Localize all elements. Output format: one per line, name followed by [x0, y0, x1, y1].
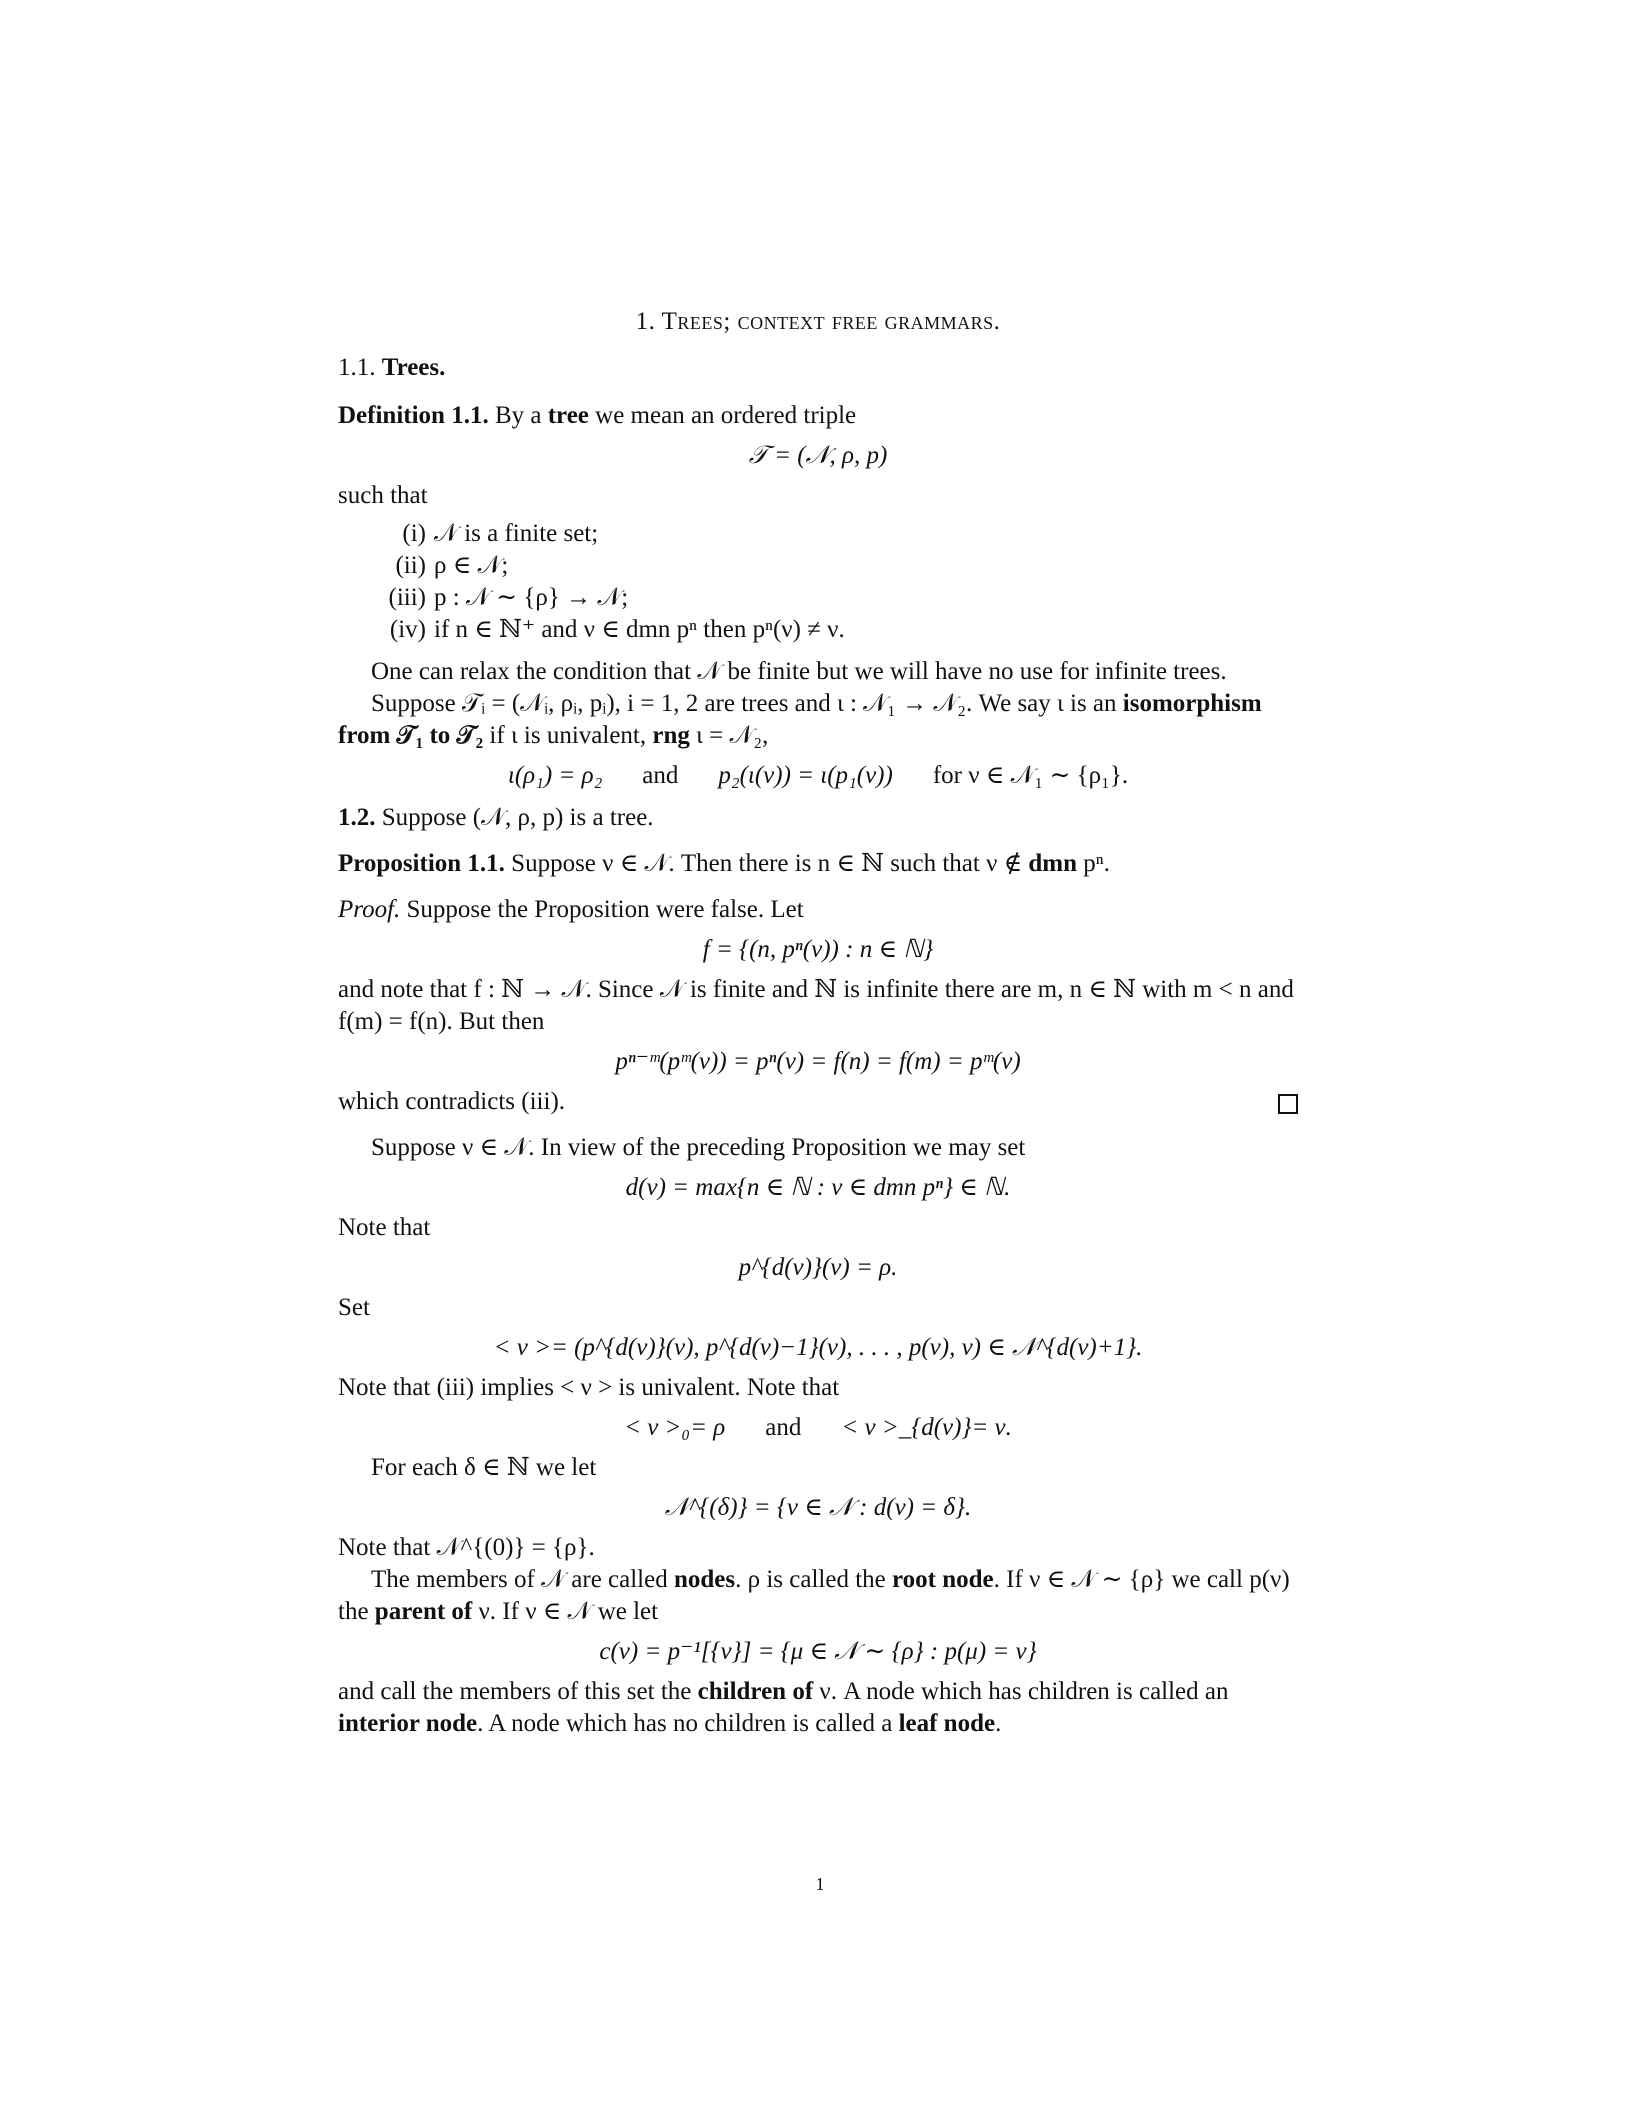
section-title: 1. Trees; context free grammars. [635, 308, 1001, 335]
condition-item [338, 518, 1298, 550]
proposition-tail: pⁿ. [1083, 850, 1110, 877]
proposition [338, 848, 1298, 880]
proof-text-2: and note that f : ℕ → 𝒩. Since 𝒩 is finite and ℕ is infinite there are m, n ∈ ℕ with m < n and f(m) = f(n). But then [338, 976, 1294, 1035]
definition-term: tree [547, 402, 589, 429]
subsection-title: Trees. [381, 354, 446, 381]
children-paragraph [338, 1676, 1298, 1740]
proof-formula-2: pⁿ⁻ᵐ(pᵐ(ν)) = pⁿ(ν) = f(n) = f(m) = pᵐ(ν) [615, 1048, 1021, 1075]
children-text-c: . A node which has no children is called a [477, 1710, 893, 1737]
iso-formula-left: ι(ρ₁) = ρ₂ [507, 762, 603, 789]
parent-term: parent of [374, 1598, 473, 1625]
children-term: children of [697, 1678, 814, 1705]
page-number: 1 [815, 1874, 825, 1894]
univalent-formula [338, 1412, 1298, 1444]
note-that-2: Note that 𝒩^{(0)} = {ρ}. [338, 1534, 595, 1561]
definition-conditions [338, 518, 1298, 646]
depth-paragraph: Suppose ν ∈ 𝒩. In view of the preceding Proposition we may set [371, 1134, 1026, 1161]
proof-end [338, 1086, 1298, 1118]
leaf-node-term: leaf node [898, 1710, 996, 1737]
univalent-formula-left: < ν >₀= ρ [624, 1414, 726, 1441]
proof-label: Proof. [338, 896, 401, 923]
nodes-text-b: . ρ is called the [735, 1566, 886, 1593]
note-formula-1: p^{d(ν)}(ν) = ρ. [738, 1254, 898, 1281]
dmn-operator: dmn [1028, 850, 1078, 877]
such-that: such that [338, 482, 428, 509]
nodes-text-a: The members of 𝒩 are called [371, 1566, 668, 1593]
univalent-formula-right: < ν >_{d(ν)}= ν. [841, 1414, 1012, 1441]
proposition-text: Suppose ν ∈ 𝒩. Then there is n ∈ ℕ such that ν ∉ [511, 850, 1023, 877]
iso-text-b: if ι is univalent, [489, 722, 647, 749]
proof [338, 894, 1298, 926]
set-label: Set [338, 1294, 370, 1321]
condition-item [338, 582, 1298, 614]
definition-rest: we mean an ordered triple [595, 402, 857, 429]
nodes-text-d: ν. If ν ∈ 𝒩 we let [478, 1598, 659, 1625]
paragraph-1-2-text: Suppose (𝒩, ρ, p) is a tree. [381, 804, 654, 831]
isomorphism-paragraph [338, 688, 1298, 752]
isomorphism-term: isomorphism from 𝒯₁ to 𝒯₂ [338, 690, 1262, 749]
nodes-paragraph [338, 1564, 1298, 1628]
proof-text: Suppose the Proposition were false. Let [406, 896, 804, 923]
condition-label: (iii) [388, 584, 426, 611]
proof-text-3: which contradicts (iii). [338, 1088, 566, 1115]
iso-formula-and: and [642, 762, 679, 789]
condition-text: ρ ∈ 𝒩; [434, 552, 509, 579]
iso-text-a: Suppose 𝒯ᵢ = (𝒩ᵢ, ρᵢ, pᵢ), i = 1, 2 are trees and ι : 𝒩₁ → 𝒩₂. We say ι is an [371, 690, 1117, 717]
definition-lead: By a [494, 402, 542, 429]
condition-item [338, 550, 1298, 582]
note-that-1: Note that [338, 1214, 431, 1241]
condition-text: if n ∈ ℕ⁺ and ν ∈ dmn pⁿ then pⁿ(ν) ≠ ν. [434, 616, 845, 643]
qed-square-icon [1278, 1094, 1298, 1114]
iso-formula-mid: p₂(ι(ν)) = ι(p₁(ν)) [718, 762, 893, 789]
condition-text: p : 𝒩 ∼ {ρ} → 𝒩; [434, 584, 629, 611]
document-body [338, 306, 1298, 1740]
definition-label: Definition 1.1. [338, 402, 489, 429]
root-node-term: root node [892, 1566, 994, 1593]
nodes-term: nodes [673, 1566, 736, 1593]
rng-operator: rng [652, 722, 690, 749]
proposition-label: Proposition 1.1. [338, 850, 505, 877]
relax-paragraph: One can relax the condition that 𝒩 be finite but we will have no use for infinite trees. [371, 658, 1227, 685]
nodes-text-c: . If ν ∈ 𝒩 ∼ {ρ} we call p(ν) the [338, 1566, 1290, 1625]
children-text-d: . [995, 1710, 1002, 1737]
iso-formula-right: for ν ∈ 𝒩₁ ∼ {ρ₁}. [932, 762, 1129, 789]
condition-label: (iv) [389, 616, 426, 643]
univalent-paragraph: Note that (iii) implies < ν > is univalent. Note that [338, 1374, 840, 1401]
proof-formula-1: f = {(n, pⁿ(ν)) : n ∈ ℕ} [702, 936, 934, 963]
univalent-formula-and: and [765, 1414, 802, 1441]
foreach-formula: 𝒩^{(δ)} = {ν ∈ 𝒩 : d(ν) = δ}. [664, 1494, 972, 1521]
children-text-b: ν. A node which has children is called an [819, 1678, 1229, 1705]
children-formula: c(ν) = p⁻¹[{ν}] = {μ ∈ 𝒩 ∼ {ρ} : p(μ) = ν} [599, 1638, 1037, 1665]
set-formula: < ν >= (p^{d(ν)}(ν), p^{d(ν)−1}(ν), . . . , p(ν), ν) ∈ 𝒩^{d(ν)+1}. [493, 1334, 1143, 1361]
paragraph-1-2 [338, 802, 1298, 834]
subsection-heading [338, 352, 1298, 384]
iso-text-c: ι = 𝒩₂, [696, 722, 769, 749]
condition-label: (i) [402, 520, 426, 547]
foreach-paragraph: For each δ ∈ ℕ we let [371, 1454, 597, 1481]
definition [338, 400, 1298, 432]
interior-node-term: interior node [338, 1710, 478, 1737]
paragraph-1-2-label: 1.2. [338, 804, 376, 831]
subsection-number: 1.1. [338, 354, 376, 381]
condition-label: (ii) [395, 552, 426, 579]
condition-text: 𝒩 is a finite set; [434, 520, 599, 547]
children-text-a: and call the members of this set the [338, 1678, 692, 1705]
isomorphism-formula [338, 760, 1298, 792]
condition-item [338, 614, 1298, 646]
tree-formula: 𝒯 = (𝒩, ρ, p) [748, 442, 888, 469]
depth-formula: d(ν) = max{n ∈ ℕ : ν ∈ dmn pⁿ} ∈ ℕ. [625, 1174, 1011, 1201]
